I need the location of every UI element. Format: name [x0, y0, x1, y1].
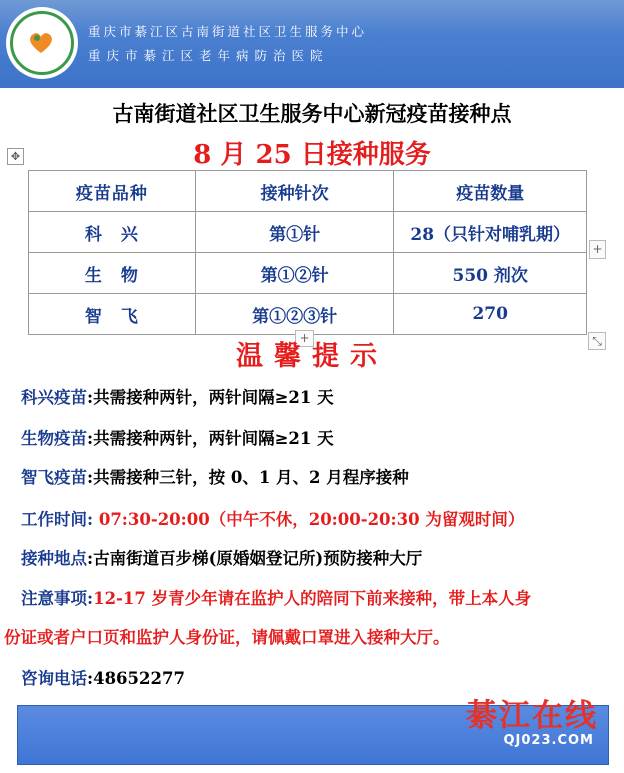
- tip-text: 共需接种三针，按 0、1 月、2 月程序接种: [93, 468, 409, 487]
- notice-label: 注意事项: [21, 589, 87, 608]
- tip-zhifei: [21, 464, 409, 488]
- tip-text: 共需接种两针，两针间隔≥21 天: [93, 388, 334, 407]
- tip-shengwu: [21, 425, 334, 449]
- notice-separator: :: [87, 589, 94, 608]
- tip-label: 科兴疫苗: [21, 388, 87, 407]
- location: [21, 545, 422, 569]
- table-header-cell: 疫苗品种: [29, 171, 196, 212]
- table-cell: 生 物: [29, 253, 196, 294]
- work-time-separator: :: [87, 510, 94, 529]
- table-cell: 第①②③针: [195, 294, 394, 335]
- tip-kexing: [21, 384, 334, 408]
- table-header-cell: 疫苗数量: [394, 171, 587, 212]
- tip-label: 生物疫苗: [21, 429, 87, 448]
- tip-text: 共需接种两针，两针间隔≥21 天: [93, 429, 334, 448]
- notice-line-1: [21, 585, 531, 609]
- add-row-plus-icon[interactable]: +: [295, 330, 314, 347]
- tip-separator: :: [87, 468, 94, 487]
- tip-label: 智飞疫苗: [21, 468, 87, 487]
- table-header-cell: 接种针次: [195, 171, 394, 212]
- watermark-url: QJ023.COM: [503, 733, 594, 748]
- table-cell: 智 飞: [29, 294, 196, 335]
- heart-icon: [28, 31, 54, 55]
- location-text: 古南街道百步梯(原婚姻登记所)预防接种大厅: [93, 549, 423, 568]
- table-row: [29, 253, 587, 294]
- table-cell: 第①②针: [195, 253, 394, 294]
- phone: [21, 665, 185, 689]
- phone-separator: :: [87, 669, 94, 688]
- table-cell: 第①针: [195, 212, 394, 253]
- table-row: [29, 212, 587, 253]
- table-move-handle-icon[interactable]: ✥: [7, 148, 24, 165]
- location-label: 接种地点: [21, 549, 87, 568]
- page-title: 古南街道社区卫生服务中心新冠疫苗接种点: [112, 101, 512, 126]
- header-banner: [0, 0, 624, 88]
- table-cell: 550 剂次: [394, 253, 587, 294]
- table-resize-handle-icon[interactable]: ⤡: [588, 332, 606, 350]
- tips-title: 温馨提示: [236, 341, 388, 372]
- phone-label: 咨询电话: [21, 669, 87, 688]
- work-time: [21, 506, 524, 530]
- phone-number: 48652277: [93, 669, 185, 688]
- header-line-2: 重庆市綦江区老年病防治医院: [88, 48, 329, 63]
- location-separator: :: [87, 549, 94, 568]
- notice-text-2: 份证或者户口页和监护人身份证，请佩戴口罩进入接种大厅。: [4, 628, 450, 647]
- table-header-row: [29, 171, 587, 212]
- watermark-logo: 綦江在线: [466, 698, 598, 734]
- tip-separator: :: [87, 429, 94, 448]
- table-cell: 270: [394, 294, 587, 335]
- notice-text-1: 12-17 岁青少年请在监护人的陪同下前来接种，带上本人身: [93, 589, 532, 608]
- table-cell: 28（只针对哺乳期）: [394, 212, 587, 253]
- hospital-logo: [6, 7, 78, 79]
- notice-line-2: [4, 624, 450, 648]
- add-column-plus-icon[interactable]: +: [589, 240, 606, 259]
- header-line-1: 重庆市綦江区古南街道社区卫生服务中心: [88, 24, 368, 39]
- tip-separator: :: [87, 388, 94, 407]
- work-time-text: 07:30-20:00（中午不休，20:00-20:30 为留观时间）: [93, 510, 525, 529]
- page-subtitle: 8 月 25 日接种服务: [193, 140, 431, 170]
- table-row: [29, 294, 587, 335]
- table-cell: 科 兴: [29, 212, 196, 253]
- vaccine-table: [28, 170, 587, 335]
- work-time-label: 工作时间: [21, 510, 87, 529]
